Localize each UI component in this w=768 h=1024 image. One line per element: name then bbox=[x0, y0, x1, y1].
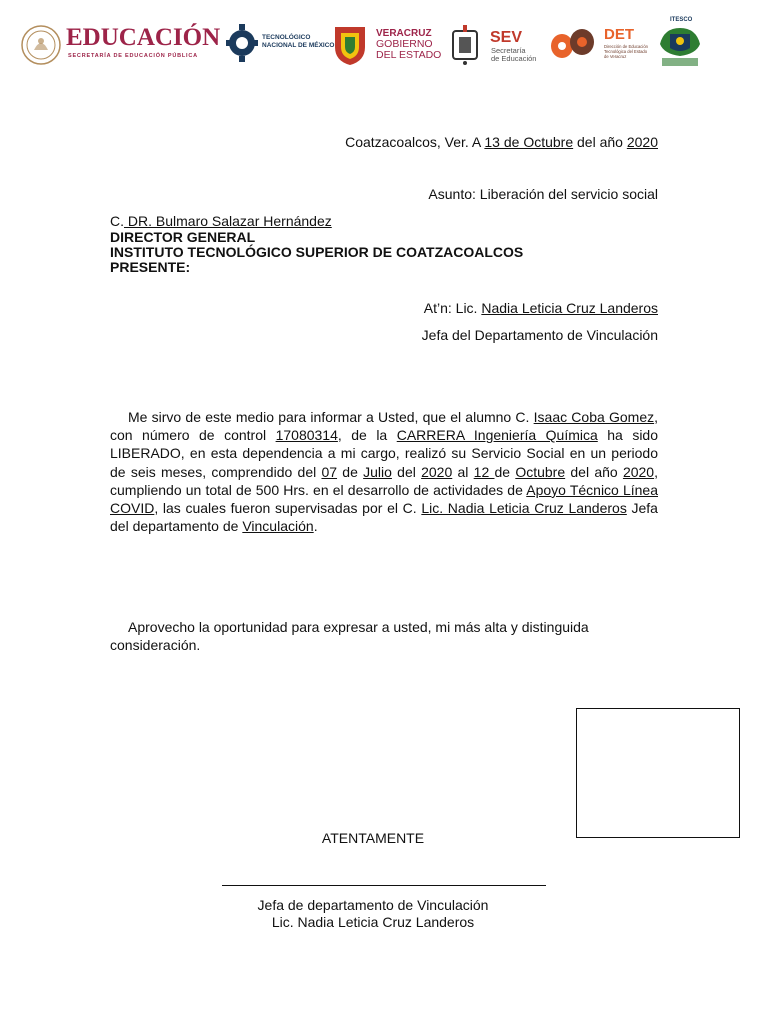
subject-line: Asunto: Liberación del servicio social bbox=[428, 186, 658, 202]
tecnm-gear-icon bbox=[226, 20, 258, 66]
veracruz-line1: VERACRUZ bbox=[376, 28, 432, 39]
itesco-title: ITESCO bbox=[670, 17, 693, 23]
itesco-emblem-icon bbox=[656, 24, 704, 68]
career: CARRERA Ingeniería Química bbox=[396, 427, 598, 444]
attn-position: Jefa del Departamento de Vinculación bbox=[421, 327, 658, 343]
supervisor: Lic. Nadia Leticia Cruz Landeros bbox=[421, 500, 627, 517]
presente-label: PRESENTE: bbox=[110, 259, 191, 275]
recipient-name: DR. Bulmaro Salazar Hernández bbox=[124, 213, 332, 229]
det-title: DET bbox=[604, 26, 634, 43]
attn-line: At’n: Lic. Nadia Leticia Cruz Landeros bbox=[423, 300, 658, 316]
tecnm-line2: NACIONAL DE MÉXICO bbox=[262, 42, 335, 49]
date-day-month: 13 de Octubre bbox=[484, 134, 574, 150]
date-line: Coatzacoalcos, Ver. A 13 de Octubre del año 2020 bbox=[345, 134, 658, 150]
signature-position: Jefa de departamento de Vinculación bbox=[257, 897, 489, 913]
closing-paragraph: Aprovecho la oportunidad para expresar a usted, mi más alta y distinguida consideración. bbox=[110, 619, 589, 654]
veracruz-shield-icon bbox=[331, 21, 369, 67]
sev-line2: de Educación bbox=[491, 54, 537, 63]
sev-emblem-icon bbox=[447, 23, 483, 67]
sev-title: SEV bbox=[490, 29, 523, 46]
tecnm-line1: TECNOLÓGICO bbox=[262, 34, 311, 41]
student-name: Isaac Coba Gomez bbox=[533, 409, 655, 425]
sev-line1: Secretaría bbox=[491, 46, 526, 55]
recipient-title: DIRECTOR GENERAL bbox=[110, 229, 256, 245]
veracruz-line3: DEL ESTADO bbox=[376, 49, 442, 61]
department: Vinculación bbox=[242, 518, 314, 535]
signature-line bbox=[222, 885, 546, 886]
activity: Apoyo Técnico Línea COVID bbox=[110, 481, 659, 517]
date-year: 2020 bbox=[626, 134, 658, 150]
mexico-seal-icon bbox=[20, 24, 62, 66]
veracruz-line2: GOBIERNO bbox=[376, 38, 433, 50]
attn-name: Nadia Leticia Cruz Landeros bbox=[481, 300, 658, 316]
body-paragraph: Me sirvo de este medio para informar a Usted, que el alumno C. Isaac Coba Gomez, con número de control 17080314, de la CARRERA Ingeniería Química ha sido LIBERADO, en esta dependencia a mi cargo, realizó su Servicio Social en un periodo de seis meses, comprendido del 07 de Julio del 2020 al 12 de Octubre del año 2020, cumpliendo un total de 500 Hrs. en el desarrollo de actividades de Apoyo Técnico Línea COVID, las cuales fueron supervisadas por el C. Lic. Nadia Leticia Cruz Landeros Jefa del departamento de Vinculación. bbox=[110, 409, 659, 535]
det-line2: Tecnológica del Estado bbox=[604, 49, 648, 54]
letterhead bbox=[0, 0, 768, 80]
educacion-subtitle: SECRETARÍA DE EDUCACIÓN PÚBLICA bbox=[68, 53, 198, 59]
signature-name: Lic. Nadia Leticia Cruz Landeros bbox=[271, 914, 475, 930]
recipient-institution: INSTITUTO TECNOLÓGICO SUPERIOR DE COATZACOALCOS bbox=[110, 244, 524, 260]
recipient-name-line: C. DR. Bulmaro Salazar Hernández bbox=[110, 213, 332, 229]
det-line1: Dirección de Educación bbox=[604, 44, 648, 49]
det-line3: de Veracruz bbox=[604, 54, 627, 59]
educacion-title: EDUCACIÓN bbox=[66, 24, 221, 51]
atentamente-label: ATENTAMENTE bbox=[321, 830, 425, 846]
control-number: 17080314 bbox=[275, 427, 338, 444]
det-emblem-icon bbox=[548, 24, 600, 64]
stamp-box bbox=[576, 708, 740, 838]
